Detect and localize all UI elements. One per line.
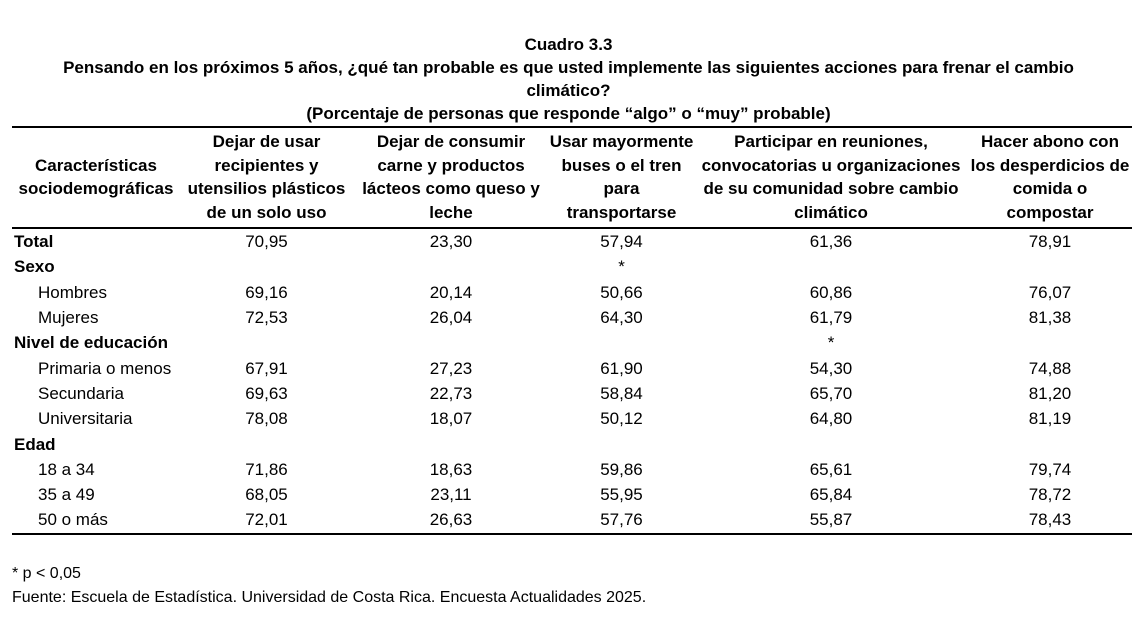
cell-value: 18,63 (429, 459, 473, 479)
cell-value: 65,70 (809, 383, 853, 403)
cell-value: 70,95 (245, 232, 288, 252)
cell-value: 64,30 (600, 308, 643, 328)
row-label: Primaria o menos (38, 358, 172, 378)
cell-value: 78,08 (245, 409, 288, 429)
cell-value (353, 330, 549, 355)
row-label: Edad (14, 434, 56, 454)
cell-value: 23,30 (429, 232, 473, 252)
cell-value: 61,36 (809, 232, 853, 252)
table-row (12, 254, 1132, 279)
cell-value: 50,12 (600, 409, 643, 429)
table-caption (0, 33, 1137, 125)
cell-value (968, 330, 1132, 355)
cell-value (549, 431, 694, 456)
table-row (12, 431, 1132, 456)
cell-value (180, 330, 353, 355)
cell-value: 72,53 (245, 308, 288, 328)
cell-value: 26,63 (429, 510, 473, 530)
cell-value: 69,16 (245, 282, 288, 302)
header-characteristics: Características sociodemográficas (18, 155, 174, 198)
header-public-transport: Usar mayormente buses o el tren para transportarse (549, 132, 694, 222)
cell-value: 60,86 (809, 282, 853, 302)
cell-value: 79,74 (1028, 459, 1072, 479)
table-row (12, 355, 1132, 380)
cell-value: 78,91 (1028, 232, 1072, 252)
cell-value (968, 254, 1132, 279)
row-label: Hombres (38, 282, 107, 302)
cell-value (694, 254, 968, 279)
table-row (12, 228, 1132, 254)
cell-value: 58,84 (600, 383, 643, 403)
row-label: 18 a 34 (38, 459, 95, 479)
row-label: 50 o más (38, 510, 108, 530)
significance-marker: * (827, 333, 835, 353)
table-row (12, 280, 1132, 305)
cell-value: 61,90 (600, 358, 643, 378)
results-table (12, 126, 1132, 535)
row-label: Sexo (14, 257, 55, 277)
table-row (12, 507, 1132, 533)
cell-value: 26,04 (429, 308, 473, 328)
cell-value: 76,07 (1028, 282, 1072, 302)
cell-value: 81,38 (1028, 308, 1072, 328)
row-label: Nivel de educación (14, 333, 168, 353)
cell-value (968, 431, 1132, 456)
cell-value: 81,19 (1028, 409, 1072, 429)
cell-value: 22,73 (429, 383, 473, 403)
cell-value: 59,86 (600, 459, 643, 479)
cell-value: 68,05 (245, 485, 288, 505)
row-label: Secundaria (38, 383, 125, 403)
table-row (12, 305, 1132, 330)
significance-marker: * (618, 257, 625, 277)
cell-value (180, 254, 353, 279)
cell-value: 27,23 (429, 358, 473, 378)
cell-value (694, 431, 968, 456)
cell-value: 74,88 (1028, 358, 1072, 378)
cell-value: 55,95 (600, 485, 643, 505)
cell-value: 65,61 (809, 459, 853, 479)
header-plastics: Dejar de usar recipientes y utensilios plásticos de un solo uso (187, 132, 346, 222)
cell-value (353, 431, 549, 456)
cell-value: 65,84 (809, 485, 853, 505)
row-label: Universitaria (38, 409, 133, 429)
cell-value (549, 330, 694, 355)
significance-note: * p < 0,05 (12, 565, 81, 582)
row-label: Mujeres (38, 308, 99, 328)
cell-value: 18,07 (429, 409, 473, 429)
cell-value: 23,11 (430, 485, 472, 505)
cell-value: 81,20 (1028, 383, 1072, 403)
cell-value: 50,66 (600, 282, 643, 302)
table-row (12, 406, 1132, 431)
table-row (12, 457, 1132, 482)
cell-value: 20,14 (429, 282, 473, 302)
cell-value: 67,91 (245, 358, 288, 378)
cell-value: 69,63 (245, 383, 288, 403)
header-meat-dairy: Dejar de consumir carne y productos lácteos como queso y leche (362, 132, 540, 222)
row-label: 35 a 49 (38, 485, 95, 505)
cell-value: 54,30 (809, 358, 853, 378)
table-notes (12, 562, 646, 610)
table-row (12, 381, 1132, 406)
source-note: Fuente: Escuela de Estadística. Universidad de Costa Rica. Encuesta Actualidades 2025. (12, 589, 647, 606)
cell-value: 55,87 (809, 510, 853, 530)
cell-value: 78,43 (1028, 510, 1072, 530)
cell-value (180, 431, 353, 456)
cell-value: 71,86 (245, 459, 288, 479)
table-row (12, 482, 1132, 507)
table-number: Cuadro 3.3 (524, 35, 613, 54)
cell-value: 57,94 (600, 232, 643, 252)
table-subtitle: (Porcentaje de personas que responde “algo” o “muy” probable) (306, 104, 831, 123)
table-question: Pensando en los próximos 5 años, ¿qué tan probable es que usted implemente las siguientes acciones para frenar el cambio climático? (63, 58, 1074, 100)
cell-value: 72,01 (245, 510, 288, 530)
row-label: Total (14, 232, 54, 252)
header-compost: Hacer abono con los desperdicios de comida o compostar (970, 132, 1130, 222)
header-community-meetings: Participar en reuniones, convocatorias u organizaciones de su comunidad sobre cambio climático (701, 132, 961, 222)
cell-value: 64,80 (809, 409, 853, 429)
table-row (12, 330, 1132, 355)
cell-value: 78,72 (1028, 485, 1072, 505)
header-row (12, 127, 1132, 228)
cell-value: 57,76 (600, 510, 643, 530)
cell-value (353, 254, 549, 279)
cell-value: 61,79 (809, 308, 853, 328)
